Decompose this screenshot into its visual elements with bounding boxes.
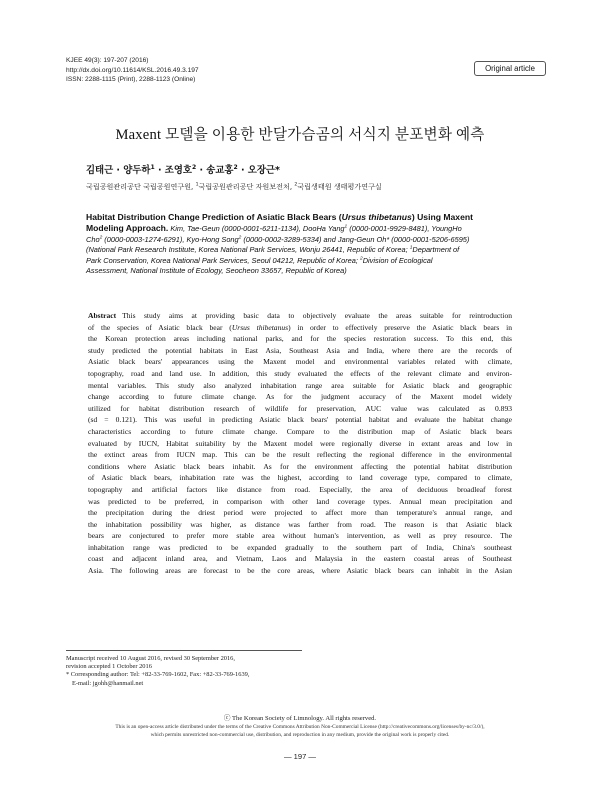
affil-mark: 2 [238,235,242,241]
abstract-label: Abstract [88,311,117,320]
english-affiliation: Division of Ecological [362,255,433,265]
english-title-part: Modeling Approach. [86,223,169,234]
english-affiliation-line-3: Assessment, National Institute of Ecology, Seocheon 33657, Republic of Korea) [86,266,347,276]
abstract-line: mental variables. This study also analyzed inhabitation range area suitable for Asiatic black and geographic [88,380,512,390]
author-names: · 송교홍 [196,165,234,176]
english-authors: (0000-0003-1274-6291), Kyo-Hong Song [102,234,239,244]
abstract-line: of the species of Asiatic black bear (Ursus thibetanus) in order to effectively preserve the Asiatic black bears in [88,322,512,332]
english-authors: (0000-0002-3289-5334) and Jang-Geun Oh* (0000-0001-5206-6595) [241,234,470,244]
abstract-line: the Korean protection areas including national parks, and for the species restoration success. To this end, this [88,334,512,344]
article-type-badge: Original article [474,61,546,76]
affil-mark: 2 [294,182,298,188]
abstract-line: bears are conjectured to prefer more stable area without human's intervention, as well as prey resource. The [88,531,512,541]
english-affiliation-line-2 [86,256,514,267]
abstract-line: the extinct areas from IUCN map. This can be the result reflecting the regional difference in the environmental [88,450,512,460]
species-name: Ursus thibetanus [231,322,289,332]
affiliation-text: 국립공원관리공단 국립공원연구원, [86,182,196,191]
abstract-line: (sd = 0.121). This was useful in predicting Asiatic black bears' potential habitat and evaluate the habitat change [88,415,512,425]
journal-citation: KJEE 49(3): 197-207 (2016) [66,57,149,64]
abstract-line: topography and artificial factors like distance from road. Especially, the area of deciduous broadleaf forest [88,484,512,494]
abstract-line: the inhabitation possibility was higher, as distance was farther from road. The reason is that Asiatic black [88,519,512,529]
abstract-line: the precipitation during the driest period were projected to affect more than temperature's annual range, and [88,508,512,518]
abstract-line: Asia. The following areas are forecast to be the core areas, where Asiatic black bears can inhabit in the Asian [88,566,512,576]
abstract-line: evaluated by IUCN, Habitat suitability by the Maxent model were regionally diverse in extant areas and low in [88,438,512,448]
species-name: Ursus thibetanus [341,212,412,222]
author-email[interactable]: E-mail: jgohh@hanmail.net [72,679,144,687]
doi-link[interactable]: http://dx.doi.org/10.11614/KSL.2016.49.3.197 [66,66,199,74]
author-names: · 조영호 [154,165,192,176]
english-title [86,212,514,223]
english-title-part: Habitat Distribution Change Prediction of Asiatic Black Bears ( [86,212,342,222]
abstract-line: topography, road and land use. In addition, this study evaluated the effects of the relevant climate and environ- [88,368,512,378]
english-affiliation: Department of [412,245,460,255]
english-affiliation-line-1 [86,245,514,256]
english-title-part: ) Using Maxent [411,212,473,222]
abstract-line: study predicted the potential habitats in East Asia, Southeast Asia and India, where there are the records of [88,345,512,355]
affil-mark: 1 [195,182,199,188]
affil-mark: 2 [191,163,197,171]
manuscript-dates: Manuscript received 10 August 2016, revised 30 September 2016, [66,655,235,662]
license-notice [0,724,600,740]
english-affiliation: (National Park Research Institute, Korea National Park Services, Wonju 26441, Republic of Korea; [86,245,410,255]
journal-header [66,56,199,85]
abstract-line: of Asiatic black bears, inhabitation rate was the highest, according to land coverage type, compared to climate, [88,473,512,483]
paper-title: Maxent 모델을 이용한 반달가슴곰의 서식지 분포변화 예측 [115,127,485,143]
english-authors-line-2 [86,235,514,246]
author-names: · 오장근* [237,165,280,176]
affil-mark: 1 [344,224,348,230]
english-title-block [86,212,514,277]
english-authors-line-1 [86,223,514,235]
english-affiliation: Park Conservation, Korea National Park Services, Seoul 04212, Republic of Korea; [86,255,361,265]
abstract-line: utilized for habitat distribution research of wildlife for preservation, AUC value was calculated as 0.893 [88,403,512,413]
license-line-2: which permits unrestricted non-commercial use, distribution, and reproduction in any medium, provide the original work is properly cited. [150,731,450,738]
license-line-1: This is an open-access article distributed under the terms of the Creative Commons Attribution Non-Commercial License (http://creativecommons.org/licenses/by-nc/3.0/), [115,724,485,730]
abstract-line: coast and adjacent inland area, and Vietnam, Laos and Malaysia in the eastern coastal areas of Southeast [88,554,512,564]
affiliation-text: 국립공원관리공단 자원보전처, [198,182,295,191]
corresponding-author: * Corresponding author: Tel: +82-33-769-1602, Fax: +82-33-769-1639, [66,671,250,679]
english-authors: Cho [86,234,100,244]
affil-mark: 2 [360,256,363,262]
affiliation-text: 국립생태원 생태평가연구실 [297,182,382,191]
abstract-line: characteristics according to future climate change. Compare to the distribution map of Asiatic black bears [88,426,512,436]
copyright-notice: ⓒ The Korean Society of Limnology. All rights reserved. [223,715,377,722]
english-authors: Kim, Tae-Geun (0000-0001-6211-1134), DooHa Yang [168,224,345,234]
affiliations-korean [86,182,382,192]
affil-mark: 2 [233,163,238,171]
english-authors: (0000-0001-9929-8481), YoungHo [347,224,462,234]
abstract-line: was predicted to be preferred, in comparison with other land coverage types. Annual mean precipitation and [88,496,512,506]
affil-mark: 1 [409,245,413,251]
footnote-divider [66,650,302,651]
abstract-line: Asiatic black bears' appearances using the Maxent model and environmental variables related with climate, [88,357,512,367]
abstract-line: change according to future climate change. As for the judgment accuracy of the Maxent model widely [88,392,512,402]
revision-date: revision accepted 1 October 2016 [66,663,152,671]
abstract-text: This study aims at providing basic data to objectively evaluate the areas suitable for reintroduction [122,311,512,320]
abstract [88,310,512,577]
author-names: 김태근 · 양두하 [86,165,151,176]
authors-korean [86,162,280,176]
page-number: — 197 — [283,752,317,761]
abstract-line: conditions where Asiatic black bears inhabit. As for the environment affecting the potential habitat distribution [88,461,512,471]
issn: ISSN: 2288-1115 (Print), 2288-1123 (Online) [66,76,196,84]
footnote [66,655,249,688]
abstract-line: inhabitation range was predicted to be expanded gradually to the southern part of India, China's southeast [88,542,512,552]
affil-mark: 1 [150,163,155,171]
abstract-line [88,310,512,322]
affil-mark: 2 [99,235,103,241]
